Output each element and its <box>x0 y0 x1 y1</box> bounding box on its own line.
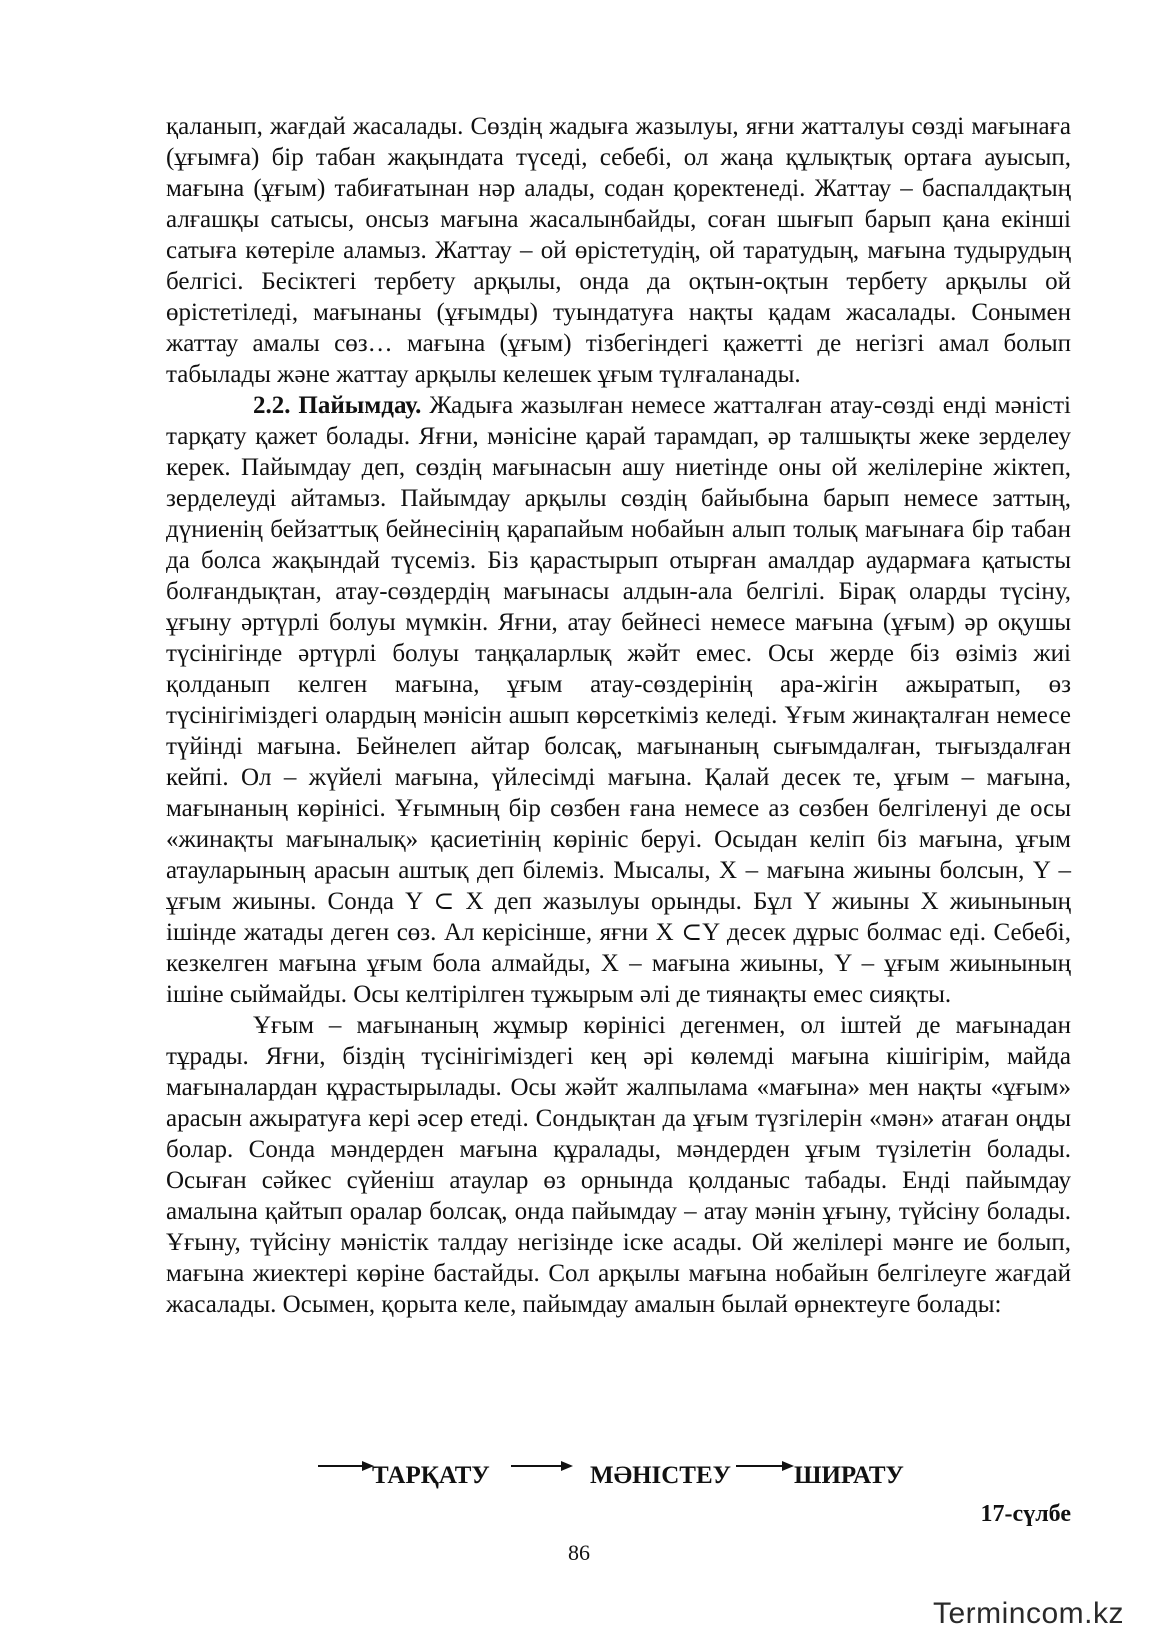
process-scheme <box>166 1456 1071 1496</box>
arrow-icon <box>511 1456 573 1476</box>
paragraph-2-text: Жадыға жазылған немесе жатталған атау-сөзді енді мәністі тарқату қажет болады. Яғни, мәнісіне қарай тарамдап, әр талшықты жеке зерделеу керек. Пайымдау деп, сөздің мағынасын ашу ниетінде оны ой желілеріне жіктеп, зерделеуді айтамыз. Пайымдау арқылы сөздің байыбына барып немесе заттың, дүниенің бейзаттық бейнесінің қарапайым нобайын алып толық мағынаға бір табан да болса жақындай түсеміз. Біз қарастырып отырған амалдар аудармаға қатысты болғандықтан, атау-сөздердің мағынасы алдын-ала белгілі. Бірақ оларды түсіну, ұғыну әртүрлі болуы мүмкін. Яғни, атау бейнесі немесе мағына (ұғым) әр оқушы түсінігінде әртүрлі болуы таңқаларлық жәйт емес. Осы жерде біз өзіміз жиі қолданып келген мағына, ұғым атау-сөздерінің ара-жігін ажыратып, өз түсінігіміздегі олардың мәнісін ашып көрсеткіміз келеді. Ұғым жинақталған немесе түйінді мағына. Бейнелеп айтар болсақ, мағынаның сығымдалған, тығыздалған кейпі. Ол – жүйелі мағына, үйлесімді мағына. Қалай десек те, ұғым – мағына, мағынаның көрінісі. Ұғымның бір сөзбен ғана немесе аз сөзбен белгіленуі де осы «жинақты мағыналық» қасиетінің көрініс беруі. Осыдан келіп біз мағына, ұғым атауларының арасын аштық деп білеміз. Мысалы, X – мағына жиыны болсын, Y – ұғым жиыны. Сонда Y ⊂ X деп жазылуы орынды. Бұл Y жиыны X жиынының ішінде жатады деген сөз. Ал керісінше, яғни X ⊂Y десек дұрыс болмас еді. Себебі, кезкелген мағына ұғым бола алмайды, X – мағына жиыны, Y – ұғым жиынының ішіне сыймайды. Осы келтірілген тұжырым әлі де тиянақты емес сияқты. <box>166 392 1072 1008</box>
watermark: Termincom.kz <box>932 1597 1124 1630</box>
scheme-step-3: ШИРАТУ <box>794 1462 904 1489</box>
arrow-icon <box>318 1456 374 1476</box>
arrow-icon <box>736 1456 794 1476</box>
scheme-step-2: МӘНІСТЕУ <box>590 1462 731 1489</box>
scheme-step-1: ТАРҚАТУ <box>372 1462 490 1489</box>
paragraph-2 <box>166 390 1071 1010</box>
section-heading: 2.2. Пайымдау. <box>253 392 422 419</box>
paragraph-1: қаланып, жағдай жасалады. Сөздің жадыға жазылуы, яғни жатталуы сөзді мағынаға (ұғымға) бір табан жақындата түседі, себебі, ол жаңа құлықтық ортаға ауысып, мағына (ұғым) табиғатынан нәр алады, содан қоректенеді. Жаттау – баспалдақтың алғашқы сатысы, онсыз мағына жасалынбайды, соған шығып барып қана екінші сатыға көтеріле аламыз. Жаттау – ой өрістетудің, ой таратудың, мағына тудырудың белгісі. Бесіктегі тербету арқылы, онда да оқтын-оқтын тербету арқылы ой өрістетіледі, мағынаны (ұғымды) туындатуға нақты қадам жасалады. Сонымен жаттау амалы сөз… мағына (ұғым) тізбегіндегі қажетті де негізгі амал болып табылады және жаттау арқылы келешек ұғым түлғаланады. <box>166 113 1071 388</box>
figure-caption: 17-сүлбе <box>980 1501 1071 1527</box>
page-number: 86 <box>568 1540 590 1565</box>
page-body <box>166 111 1071 1320</box>
paragraph-3: Ұғым – мағынаның жұмыр көрінісі дегенмен, ол іштей де мағынадан тұрады. Яғни, біздің түсінігіміздегі кең әрі көлемді мағына кішігірім, майда мағыналардан құрастырылады. Осы жәйт жалпылама «мағына» мен нақты «ұғым» арасын ажыратуға кері әсер етеді. Сондықтан да ұғым түзгілерін «мән» атаған оңды болар. Сонда мәндерден мағына құралады, мәндерден ұғым түзілетін болады. Осыған сәйкес сүйеніш атаулар өз орнында қолданыс табады. Енді пайымдау амалына қайтып оралар болсақ, онда пайымдау – атау мәнін ұғыну, түйсіну болады. Ұғыну, түйсіну мәністік талдау негізінде іске асады. Ой желілері мәнге ие болып, мағына жиектері көріне бастайды. Сол арқылы мағына нобайын белгілеуге жағдай жасалады. Осымен, қорыта келе, пайымдау амалын былай өрнектеуге болады: <box>166 1012 1071 1318</box>
